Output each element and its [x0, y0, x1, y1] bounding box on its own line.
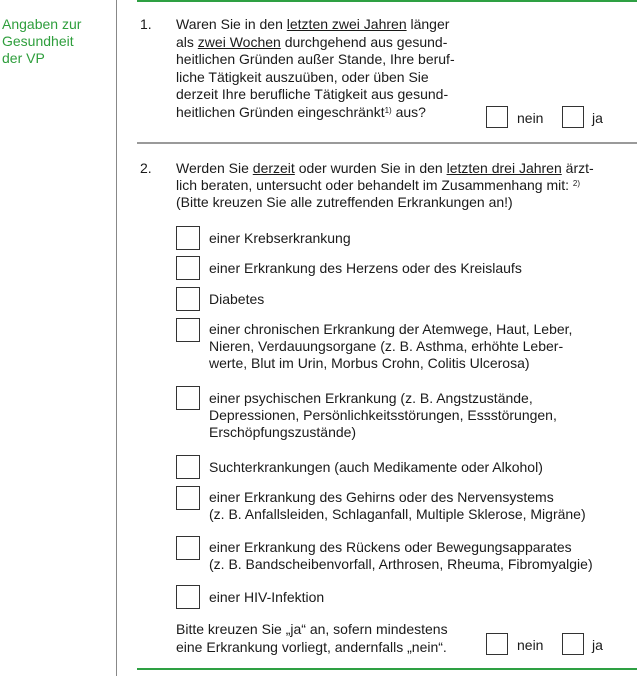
item-heart-checkbox[interactable] [176, 256, 200, 280]
item-psychic-label: einer psychischen Erkrankung (z. B. Angstzustände, Depressionen, Persönlichkeitsstörungen, Essstörungen, Erschöpfungszustände) [209, 390, 557, 440]
section-label-line: der VP [2, 50, 45, 66]
question-2-number: 2. [140, 160, 152, 176]
question-1-no-label: nein [517, 110, 544, 126]
item-diabetes-label: Diabetes [209, 291, 265, 307]
question-2-no-checkbox[interactable] [486, 633, 508, 655]
item-brain-checkbox[interactable] [176, 486, 200, 510]
section-label-line: Gesundheit [2, 33, 74, 49]
question-2-text: Werden Sie derzeit oder wurden Sie in den letzten drei Jahren ärzt- lich beraten, untersucht oder behandelt im Zusammenhang mit: $^{2)}$ (Bitte kreuzen Sie alle zutreffenden Erkrankungen an!) [176, 160, 594, 210]
question-2-yes-checkbox[interactable] [562, 633, 584, 655]
question-divider [137, 142, 637, 144]
item-addiction-label: Suchterkrankungen (auch Medikamente oder Alkohol) [209, 459, 543, 475]
item-diabetes-checkbox[interactable] [176, 287, 200, 311]
item-addiction-checkbox[interactable] [176, 455, 200, 479]
question-1-no-checkbox[interactable] [486, 106, 508, 128]
item-cancer-label: einer Krebserkrankung [209, 230, 351, 246]
item-psychic-checkbox[interactable] [176, 386, 200, 410]
question-2-no-label: nein [517, 637, 544, 653]
bottom-rule [137, 668, 637, 670]
question-1-number: 1. [140, 16, 152, 32]
item-heart-label: einer Erkrankung des Herzens oder des Kreislaufs [209, 260, 522, 276]
item-chronic-label: einer chronischen Erkrankung der Atemwege, Haut, Leber, Nieren, Verdauungsorgane (z. B. Asthma, erhöhte Leber- werte, Blut im Urin, Morbus Crohn, Colitis Ulcerosa) [209, 321, 573, 371]
top-rule [137, 0, 637, 2]
item-brain-label: einer Erkrankung des Gehirns oder des Nervensystems (z. B. Anfallsleiden, Schlaganfall, Multiple Sklerose, Migräne) [209, 489, 586, 522]
item-back-checkbox[interactable] [176, 536, 200, 560]
column-divider [116, 0, 117, 676]
item-back-label: einer Erkrankung des Rückens oder Bewegungsapparates (z. B. Bandscheibenvorfall, Arthrosen, Rheuma, Fibromyalgie) [209, 539, 593, 572]
item-hiv-checkbox[interactable] [176, 585, 200, 609]
question-1-yes-checkbox[interactable] [562, 106, 584, 128]
item-cancer-checkbox[interactable] [176, 226, 200, 250]
section-label [2, 16, 102, 67]
question-1-yes-label: ja [592, 110, 603, 126]
item-chronic-checkbox[interactable] [176, 318, 200, 342]
item-hiv-label: einer HIV-Infektion [209, 589, 325, 605]
section-label-line: Angaben zur [2, 16, 82, 32]
question-1-text: Waren Sie in den letzten zwei Jahren länger als zwei Wochen durchgehend aus gesund- heitlichen Gründen außer Stande, Ihre beruf- liche Tätigkeit auszuüben, oder üben Sie derzeit Ihre berufliche Tätigkeit aus gesund- heitlichen Gründen eingeschränkt$^{1)}$ aus? [176, 16, 455, 120]
question-2-yes-label: ja [592, 637, 603, 653]
question-2-instruction: Bitte kreuzen Sie „ja“ an, sofern mindestens eine Erkrankung vorliegt, andernfalls „nein“. [176, 621, 448, 655]
